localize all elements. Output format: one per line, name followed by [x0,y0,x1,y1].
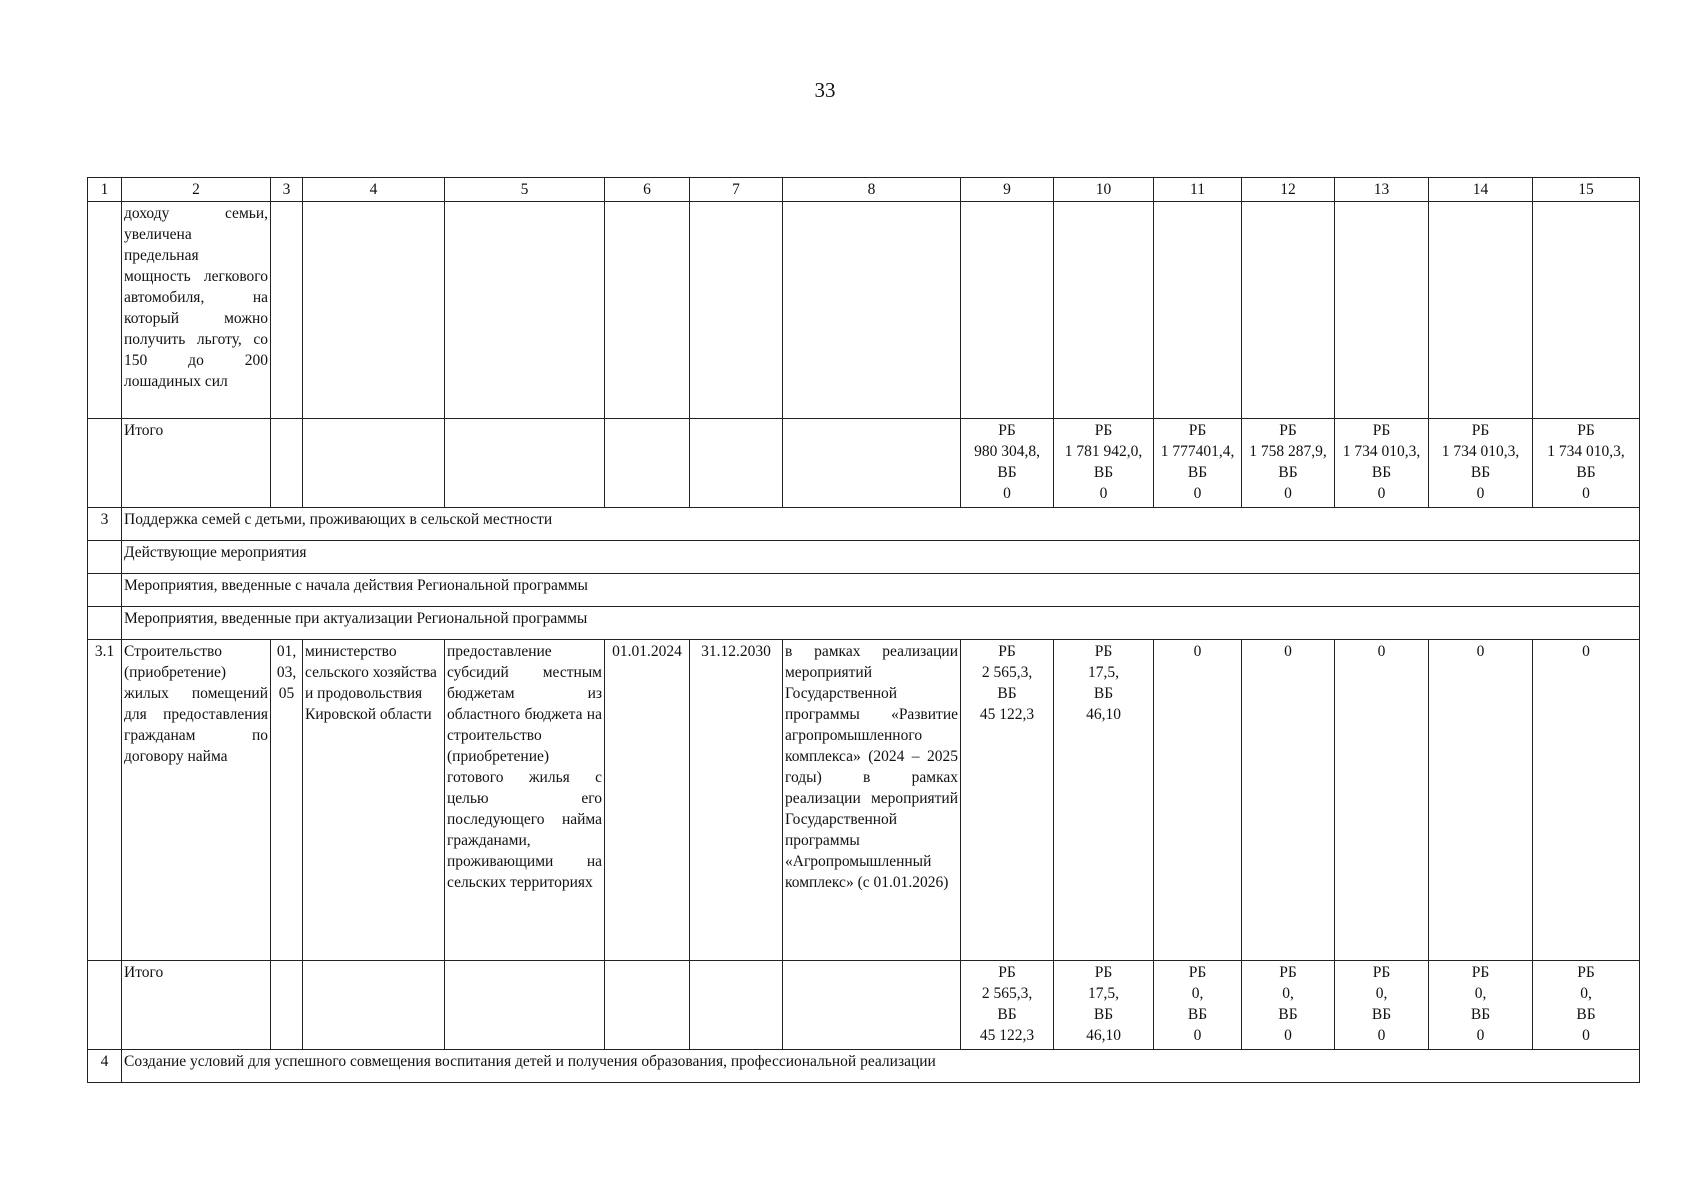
subsection-row [88,541,1640,574]
page-number: 33 [814,78,836,102]
measure-mechanism: предоставление субсидий местным бюджетам из областного бюджета на строительство (приобретение) готового жилья с целью его последующего найма гражданами, проживающими на сельских территориях [445,640,605,961]
funding-cell: 0 [1429,640,1533,961]
measure-executor: министерство сельского хозяйства и продовольствия Кировской области [303,640,445,961]
funding-cell: 0 [1154,640,1242,961]
funding-cell: РБ 1 781 942,0, ВБ 0 [1054,419,1154,508]
header-cell: 5 [445,178,605,202]
header-cell: 6 [605,178,690,202]
subsection-row [88,607,1640,640]
funding-cell: РБ 2 565,3, ВБ 45 122,3 [961,640,1054,961]
subsection-row [88,574,1640,607]
funding-cell: РБ 1 777401,4, ВБ 0 [1154,419,1242,508]
section-title: Создание условий для успешного совмещения воспитания детей и получения образования, профессиональной реализации [122,1050,1640,1083]
section-title: Поддержка семей с детьми, проживающих в сельской местности [122,508,1640,541]
funding-cell: РБ 0, ВБ 0 [1242,961,1335,1050]
funding-cell: РБ 17,5, ВБ 46,10 [1054,640,1154,961]
header-cell: 7 [690,178,783,202]
measure-number: 3.1 [88,640,122,961]
continued-row [88,202,1640,419]
header-cell: 9 [961,178,1054,202]
program-table [87,177,1640,1083]
header-cell: 3 [271,178,303,202]
funding-cell: РБ 1 734 010,3, ВБ 0 [1429,419,1533,508]
header-cell: 4 [303,178,445,202]
header-cell: 14 [1429,178,1533,202]
subsection-title: Действующие мероприятия [122,541,1640,574]
section-row [88,1050,1640,1083]
funding-cell: РБ 1 758 287,9, ВБ 0 [1242,419,1335,508]
funding-cell: РБ 0, ВБ 0 [1154,961,1242,1050]
funding-cell: РБ 980 304,8, ВБ 0 [961,419,1054,508]
total-label: Итого [122,961,271,1050]
funding-cell: РБ 0, ВБ 0 [1335,961,1429,1050]
measure-name: Строительство (приобретение) жилых помещений для предоставления гражданам по договору найма [122,640,271,961]
measure-note: в рамках реализации мероприятий Государственной программы «Развитие агропромышленного комплекса» (2024 – 2025 годы) в рамках реализации мероприятий Государственной программы «Агропромышленный комплекс» (с 01.01.2026) [783,640,961,961]
section-row [88,508,1640,541]
column-number-header-row [88,178,1640,202]
funding-cell: РБ 2 565,3, ВБ 45 122,3 [961,961,1054,1050]
funding-cell: РБ 0, ВБ 0 [1533,961,1640,1050]
measure-codes: 01, 03, 05 [271,640,303,961]
measure-description: доходу семьи, увеличена предельная мощность легкового автомобиля, на который можно получить льготу, со 150 до 200 лошадиных сил [122,202,271,419]
header-cell: 15 [1533,178,1640,202]
total-label: Итого [122,419,271,508]
section-number: 3 [88,508,122,541]
header-cell: 13 [1335,178,1429,202]
subsection-title: Мероприятия, введенные с начала действия Региональной программы [122,574,1640,607]
section-number: 4 [88,1050,122,1083]
header-cell: 10 [1054,178,1154,202]
funding-cell: 0 [1242,640,1335,961]
total-row [88,419,1640,508]
program-table-wrapper [87,177,1640,1083]
subsection-title: Мероприятия, введенные при актуализации Региональной программы [122,607,1640,640]
measure-end-date: 31.12.2030 [690,640,783,961]
funding-cell: РБ 1 734 010,3, ВБ 0 [1335,419,1429,508]
measure-row [88,640,1640,961]
header-cell: 2 [122,178,271,202]
header-cell: 11 [1154,178,1242,202]
funding-cell: 0 [1335,640,1429,961]
header-cell: 1 [88,178,122,202]
funding-cell: РБ 17,5, ВБ 46,10 [1054,961,1154,1050]
total-row [88,961,1640,1050]
header-cell: 12 [1242,178,1335,202]
header-cell: 8 [783,178,961,202]
funding-cell: РБ 0, ВБ 0 [1429,961,1533,1050]
funding-cell: РБ 1 734 010,3, ВБ 0 [1533,419,1640,508]
funding-cell: 0 [1533,640,1640,961]
measure-start-date: 01.01.2024 [605,640,690,961]
